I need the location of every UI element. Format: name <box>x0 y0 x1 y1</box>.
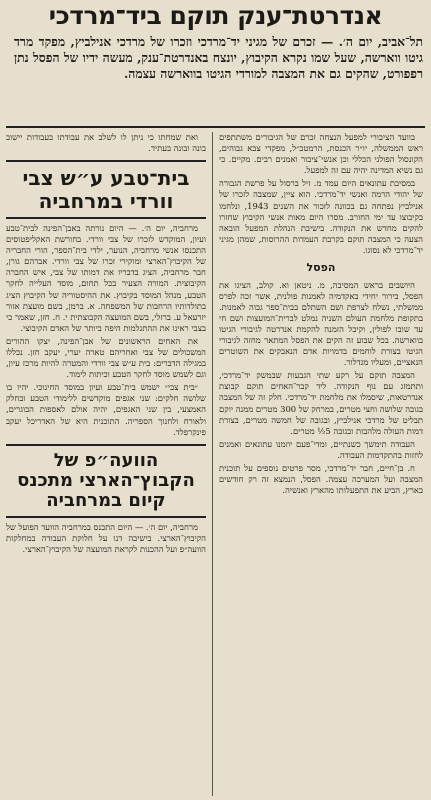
article-headline-box <box>6 444 206 518</box>
left-column <box>6 132 206 796</box>
body-paragraph: מרחביה, יום ה׳. — היום התכנס במרחביה הוועד הפועל של הקיבוץ־הארצי. בישיבה דנו על חלוקת העבודה במחלקות הוועה״פ ועל ההכנות לקראת המועצה של הקיבוץ־הארצי. <box>6 522 206 555</box>
body-paragraph: ואת שמחתו כי ניתן לו לשלב את עבודתו בעבודות יישוב בונה ובונה בעתיד. <box>6 132 206 154</box>
body-paragraph: את האחים הראשונים של אבן־הפינה, יצקו ההורים המשכולים של צבי ואחריהם טארה יערי, יעקב חזן. נכללו במגילה הדברים: בית ע״ש צבי וורדי והמטרה להיות מרכז עיון, וגם לשמש מוסד לחקר הטבע וכיתות לימוד. <box>6 335 206 380</box>
article-headline: בית־טבע ע״ש צבי וורדי במרחביה <box>22 166 190 213</box>
body-paragraph: במסיבת עתונאים היום עמד מ. זיל ברסול על פרשת הגבורה של יהודי הרמה ואנשי יד־מרדכי. הוא ציין, שמצבה לזכרו של אנילביץ נפתחה גם בכוונה לזכור את השנים 1943, ונלחמו בקיבוצו עד ימי החורב. מסרו היום מאות אנשי הקיבוץ שחזרו להקים מחדש את הנקודה. בישיבת הנהלת המפעל הובאה הצעה כי המצבה תוקם בקרבת העמדות ההרוסות, שמהן מגיני יד־מרדכי לא נסוגו. <box>219 178 423 255</box>
article-headline-box <box>6 160 206 219</box>
top-divider <box>6 126 425 128</box>
column-divider <box>212 132 213 796</box>
main-headline: אנדרטת־ענק תוקם ביד־מרדכי <box>48 1 383 30</box>
body-paragraph: בוועד הציבורי למפעל הנצחה זכרם של הגיבורים משתתפים ראש הממשלה, יו״ר הכנסת, הרמטכ״ל, מפקדי צבא גבוהים, הקונסול הפולני הכללי וכן אנשי־ציבור ואמנים רבים. מקיים. כי גם נשיא המדינה יהיה עם זה למפעל. <box>219 132 423 176</box>
body-paragraph: העבודה תימשך כשנתיים, ומדי־פעם יוזמנו עתונאים ואמנים לחזות בהתקדמות העבודה. <box>219 438 423 460</box>
body-paragraph: המצבה תוקם על רקע שתי הגבעות שבמשק יד־מרדכי, ותתמזג עם נוף הנקודה. ליד קבר־האחים תוקם קבוצת אנדרטאות, שיסמלו את מלחמת יד־מרדכי. חלק זה של המצבה בגובה שלושה וחצי מטרים, במרחק של 300 מטרים ממנה יוקם תבליט של מרדכי אנילביץ, ובגובה של חמשה מטרים, בצורת דמות העולה מלהבות ובגובה 5½ מטרים. <box>219 370 423 436</box>
body-paragraph: מרחביה, יום ה׳. — היום נורתה באבן־הפינה לבית־טבע ועיון, המוקדש לזכרו של צבי וורדי. בחורשת האקליפטוסים התכנסו אנשי מרחביה, הנוער, ילדי בית־הספר, הורי החבריה של הקיבוץ־הארצי ומוקירי זכרו של צבי וורדי. אברהם גורן, חבר מרחביה, הציג בדבריו את דמותו של צבי, איש החברה הקיבוצית. המורה הצעיר בכל תחום, מוסד העלייה לחקר הטבע, מנהל המוסד בקיבוץ. את ההיסטוריה של הקיבוץ הציג בתולדותיו הרחבות של המשפחה. א. ברמן, בשם מועצת אזור יזרעאל ע. ברזלי, בשם המועצה הקבוצתית י. ח. חזן, שאמר כי בצבי ראינו את ההתגלמות היפה ביותר של האדם הקיבוצי. <box>6 222 206 333</box>
right-column <box>219 132 423 796</box>
lead-paragraph: תל־אביב, יום ה׳. — זכרם של מגיני יד־מרדכי וזכרו של מרדכי אנילביץ, מפקד מרד גיטו ווארשה, שעל שמו נקרא הקיבוץ, יונצח באנדרטת־ענק, מעשה ידיו של הפסל נתן רפפורט, שהקים גם את המצבה למורדי הגיטו בווארשה עצמה. <box>14 34 423 81</box>
article-headline: הוועה״פ של הקבוץ־הארצי מתכנס קיום במרחביה <box>17 449 195 512</box>
body-paragraph: ״בית צבי״ ישמש בית־טבע ועיון במוסד החינוכי. יהיו בו שלושה חלקים: שני אגפים מוקדשים ללימודי הטבע ובחלק האמצעי, בין שני האגפים, יהיה אולם לאספות הבוגרים, ולאורח ולחנוך הספריה. התוכנית היא של האדריכל יעקב פינקרפלד. <box>6 382 206 437</box>
body-paragraph: היושבים בראש המסיבה, מ. ניטאן וא. קולב, הציגו את הפסל, בירור יחידי באקדמיה לאמנות פולנית, אשר זכה לפרס ממשלתי, נשלח לצרפת ושם השתלם בבית־ספר גבוה לאמנות. בתקופת מלחמת העולם השניה נמלט לברית־המועצות ושם חי עד שובו לפולין, וקיבל הזמנה להקמת אנדרטה לגיבורי הגיטו בווארשה. בכל שבוע זה הקים את הפסל המתאר מחזה לגיבורי הגיטו בצורת לוחמים בדמויות אדם הנאבקים את השוטרים הנאציים, ומעליו מגדלור. <box>219 279 423 368</box>
subheading: הפסל <box>306 261 336 275</box>
body-paragraph: ח. בן־חיים, חבר יד־מרדכי, מסר פרטים נוספים על תוכנית המצבה ועל המערכה עצמה. הפסל, הנמצא זה רק חודשים בארץ, הביע את התפעלותו מהארץ ואנשיה. <box>219 463 423 496</box>
